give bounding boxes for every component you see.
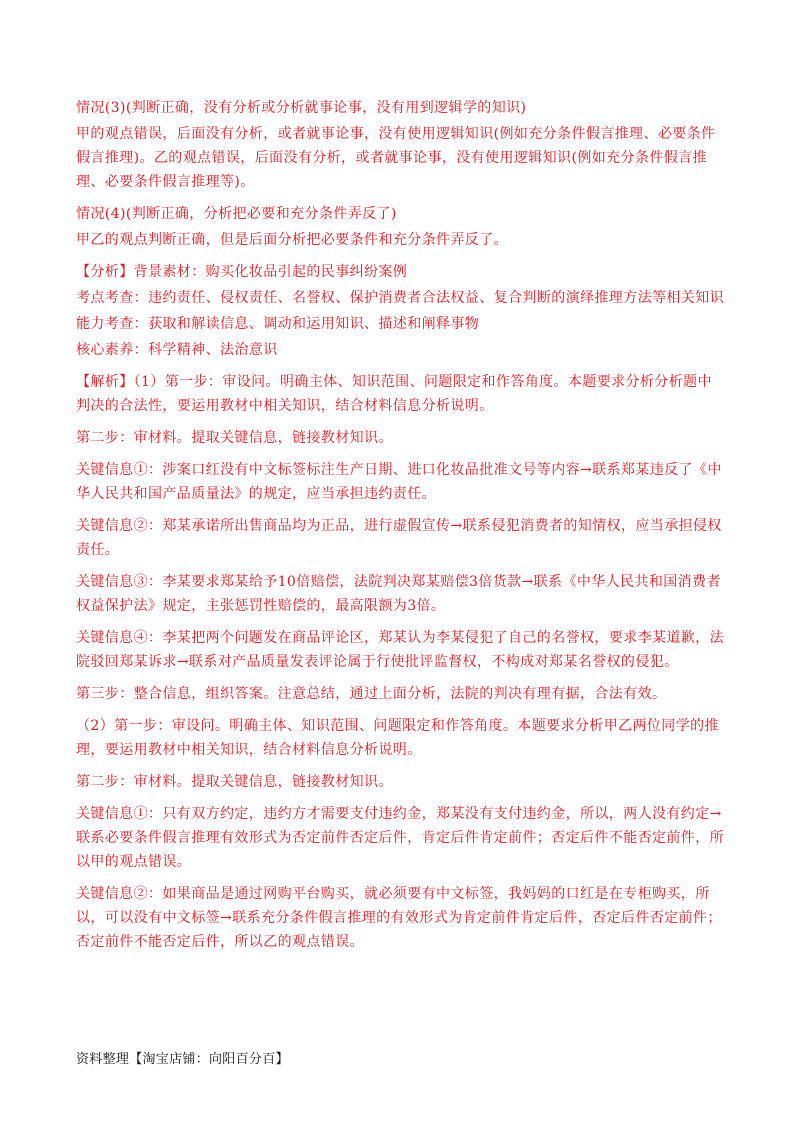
analysis-knowledge-points: 考点考查：违约责任、侵权责任、名誉权、保护消费者合法权益、复合判断的演绎推理方法等相关知识 [76, 290, 724, 306]
page-footer: 资料整理【淘宝店铺：向阳百分百】 [76, 1052, 289, 1067]
key-info-q2-2: 关键信息②：如果商品是通过网购平台购买，就必须要有中文标签，我妈妈的口红是在专柜购买，所以，可以没有中文标签→联系充分条件假言推理的有效形式为肯定前件肯定后件，否定后件否定前件；否定前件不能否定后件，所以乙的观点错误。 [76, 886, 722, 950]
explanation-q1-step3: 第三步：整合信息，组织答案。注意总结，通过上面分析，法院的判决有理有据，合法有效。 [76, 686, 667, 702]
paragraph-case-4: 情况(4)(判断正确，分析把必要和充分条件弄反了) [76, 206, 397, 222]
key-info-q2-1: 关键信息①：只有双方约定，违约方才需要支付违约金，郑某没有支付违约金，所以，两人没有约定→联系必要条件假言推理有效形式为否定前件否定后件，肯定后件肯定前件；否定后件不能否定前件，所以甲的观点错误。 [76, 806, 724, 870]
explanation-q1-step2: 第二步：审材料。提取关键信息，链接教材知识。 [76, 430, 393, 446]
key-info-q1-4: 关键信息④：李某把两个问题发在商品评论区，郑某认为李某侵犯了自己的名誉权，要求李某道歉，法院驳回郑某诉求→联系对产品质量发表评论属于行使批评监督权，不构成对郑某名誉权的侵犯。 [76, 630, 724, 670]
analysis-background: 【分析】背景素材：购买化妆品引起的民事纠纷案例 [76, 264, 408, 280]
document-body [76, 96, 726, 962]
explanation-q2-step2: 第二步：审材料。提取关键信息，链接教材知识。 [76, 774, 393, 790]
key-info-q1-3: 关键信息③：李某要求郑某给予10倍赔偿，法院判决郑某赔偿3倍货款→联系《中华人民共和国消费者权益保护法》规定，主张惩罚性赔偿的，最高限额为3倍。 [76, 574, 721, 614]
explanation-q1-step1: 【解析】（1）第一步：审设问。明确主体、知识范围、问题限定和作答角度。本题要求分析分析题中判决的合法性，要运用教材中相关知识，结合材料信息分析说明。 [76, 374, 712, 414]
paragraph-case-4-detail: 甲乙的观点判断正确，但是后面分析把必要条件和充分条件弄反了。 [76, 232, 508, 248]
key-info-q1-2: 关键信息②：郑某承诺所出售商品均为正品，进行虚假宣传→联系侵犯消费者的知情权，应当承担侵权责任。 [76, 518, 722, 558]
paragraph-case-3: 情况(3)(判断正确，没有分析或分析就事论事，没有用到逻辑学的知识) [76, 100, 527, 116]
key-info-q1-1: 关键信息①：涉案口红没有中文标签标注生产日期、进口化妆品批准文号等内容→联系郑某违反了《中华人民共和国产品质量法》的规定，应当承担违约责任。 [76, 462, 722, 502]
analysis-core-literacy: 核心素养：科学精神、法治意识 [76, 342, 278, 358]
analysis-abilities: 能力考查：获取和解读信息、调动和运用知识、描述和阐释事物 [76, 316, 480, 332]
paragraph-case-3-detail: 甲的观点错误，后面没有分析，或者就事论事，没有使用逻辑知识(例如充分条件假言推理、必要条件假言推理)。乙的观点错误，后面没有分析，或者就事论事，没有使用逻辑知识(例如充分条件假言推理、必要条件假言推理等)。 [76, 126, 716, 190]
explanation-q2-step1: （2）第一步：审设问。明确主体、知识范围、问题限定和作答角度。本题要求分析甲乙两位同学的推理，要运用教材中相关知识，结合材料信息分析说明。 [76, 718, 719, 758]
